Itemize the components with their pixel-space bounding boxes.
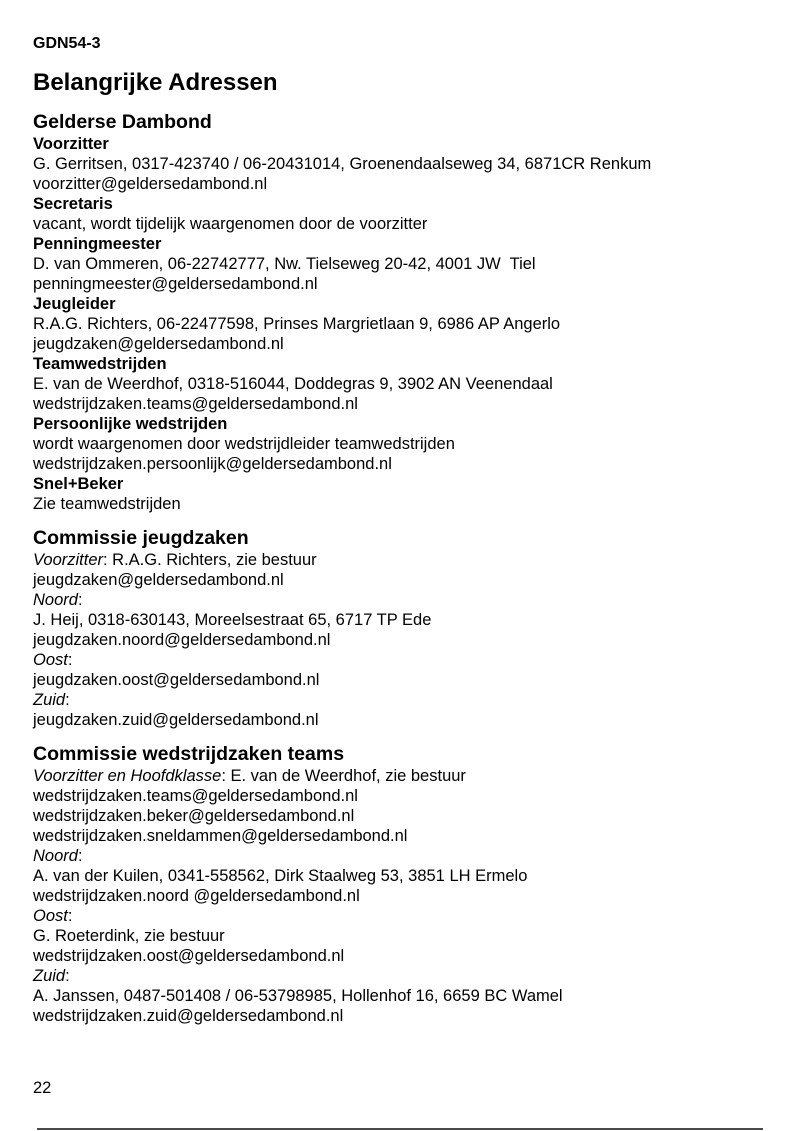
entry-text-line: G. Roeterdink, zie bestuur: [33, 927, 225, 945]
label-rest-text: : E. van de Weerdhof, zie bestuur: [221, 767, 466, 785]
entry-line-italic-label: [33, 690, 763, 710]
address-section: [33, 110, 763, 514]
italic-label: Oost: [33, 651, 68, 669]
entry-text-line: wedstrijdzaken.sneldammen@geldersedambond.nl: [33, 827, 408, 845]
entry-label: Teamwedstrijden: [33, 355, 167, 373]
entry-text-line: jeugdzaken.noord@geldersedambond.nl: [33, 631, 331, 649]
entry-text-line: G. Gerritsen, 0317-423740 / 06-20431014, Groenendaalseweg 34, 6871CR Renkum: [33, 155, 652, 173]
section-heading: Gelderse Dambond: [33, 111, 212, 133]
entry-text-line: penningmeester@geldersedambond.nl: [33, 275, 318, 293]
label-rest-text: :: [67, 907, 73, 925]
entry-line-italic-label: [33, 590, 763, 610]
entry-text-line: wedstrijdzaken.noord @geldersedambond.nl: [33, 887, 360, 905]
label-rest-text: : R.A.G. Richters, zie bestuur: [103, 551, 317, 569]
entry-text-line: wedstrijdzaken.teams@geldersedambond.nl: [33, 395, 358, 413]
entry-line-italic-label: [33, 550, 763, 570]
address-sections: [33, 110, 763, 1026]
entry-text-line: jeugdzaken@geldersedambond.nl: [33, 571, 284, 589]
section-heading: Commissie jeugdzaken: [33, 527, 249, 549]
label-rest-text: :: [65, 691, 70, 709]
italic-label: Noord: [33, 591, 78, 609]
label-rest-text: :: [77, 591, 83, 609]
entry-line-italic-label: [33, 766, 763, 786]
entry-text-line: wedstrijdzaken.persoonlijk@geldersedambond.nl: [33, 455, 392, 473]
entry-label: Jeugleider: [33, 295, 116, 313]
entry-line-italic-label: [33, 966, 763, 986]
entry-text-line: R.A.G. Richters, 06-22477598, Prinses Margrietlaan 9, 6986 AP Angerlo: [33, 315, 561, 333]
entry-text-line: jeugdzaken.oost@geldersedambond.nl: [33, 671, 320, 689]
italic-label: Noord: [33, 847, 78, 865]
italic-label: Oost: [33, 907, 68, 925]
entry-text-line: wedstrijdzaken.teams@geldersedambond.nl: [33, 787, 358, 805]
entry-text-line: wordt waargenomen door wedstrijdleider teamwedstrijden: [33, 435, 455, 453]
page-number: 22: [33, 1079, 52, 1097]
entry-label: Persoonlijke wedstrijden: [33, 415, 228, 433]
entry-label: Snel+Beker: [33, 475, 124, 493]
entry-text-line: jeugdzaken@geldersedambond.nl: [33, 335, 284, 353]
entry-text-line: voorzitter@geldersedambond.nl: [33, 175, 268, 193]
entry-label: Penningmeester: [33, 235, 162, 253]
italic-label: Zuid: [33, 967, 66, 985]
entry-text-line: jeugdzaken.zuid@geldersedambond.nl: [33, 711, 319, 729]
entry-text-line: wedstrijdzaken.zuid@geldersedambond.nl: [33, 1007, 344, 1025]
entry-line-italic-label: [33, 650, 763, 670]
label-rest-text: :: [67, 651, 73, 669]
entry-text-line: A. Janssen, 0487-501408 / 06-53798985, Hollenhof 16, 6659 BC Wamel: [33, 987, 563, 1005]
entry-label: Voorzitter: [33, 135, 109, 153]
label-rest-text: :: [65, 967, 70, 985]
address-section: [33, 526, 763, 730]
entry-text-line: A. van der Kuilen, 0341-558562, Dirk Staalweg 53, 3851 LH Ermelo: [33, 867, 528, 885]
entry-text-line: vacant, wordt tijdelijk waargenomen door de voorzitter: [33, 215, 428, 233]
entry-text-line: D. van Ommeren, 06-22742777, Nw. Tielseweg 20-42, 4001 JW Tiel: [33, 255, 536, 273]
entry-text-line: Zie teamwedstrijden: [33, 495, 181, 513]
doc-code: GDN54-3: [33, 35, 101, 52]
italic-label: Voorzitter en Hoofdklasse: [33, 767, 222, 785]
section-heading: Commissie wedstrijdzaken teams: [33, 743, 345, 765]
entry-text-line: E. van de Weerdhof, 0318-516044, Doddegras 9, 3902 AN Veenendaal: [33, 375, 553, 393]
italic-label: Zuid: [33, 691, 66, 709]
entry-text-line: J. Heij, 0318-630143, Moreelsestraat 65, 6717 TP Ede: [33, 611, 432, 629]
entry-label: Secretaris: [33, 195, 113, 213]
label-rest-text: :: [77, 847, 83, 865]
entry-text-line: wedstrijdzaken.beker@geldersedambond.nl: [33, 807, 355, 825]
entry-text-line: wedstrijdzaken.oost@geldersedambond.nl: [33, 947, 345, 965]
address-section: [33, 742, 763, 1026]
page-title: Belangrijke Adressen: [33, 69, 278, 96]
entry-line-italic-label: [33, 906, 763, 926]
italic-label: Voorzitter: [33, 551, 103, 569]
entry-line-italic-label: [33, 846, 763, 866]
footer-rule: [37, 1128, 763, 1130]
